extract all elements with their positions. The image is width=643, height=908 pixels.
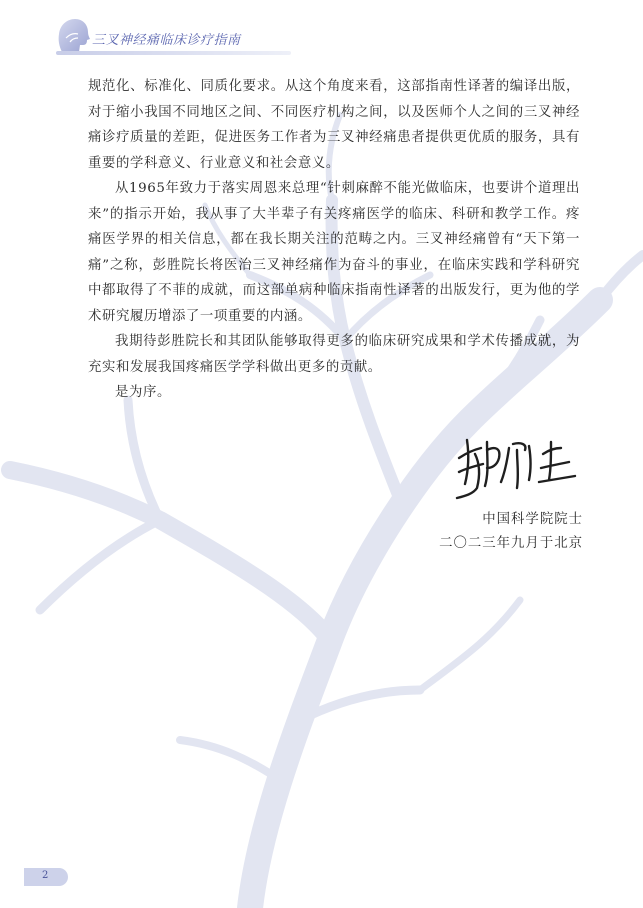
running-header [56,16,296,56]
preface-body [88,74,580,406]
signing-date-place: 二〇二三年九月于北京 [439,536,583,551]
paragraph-4: 是为序。 [115,385,171,400]
page-number: 2 [42,870,49,881]
paragraph-2: 从1965年致力于落实周恩来总理“针刺麻醉不能光做临床，也要讲个道理出来”的指示开始，我从事了大半辈子有关疼痛医学的临床、科研和教学工作。疼痛医学界的相关信息，都在我长期关注的范畴之内。三叉神经痛曾有“天下第一痛”之称，彭胜院长将医治三叉神经痛作为奋斗的事业，在临床实践和学科研究中都取得了不菲的成就，而这部单病种临床指南性译著的出版发行，更为他的学术研究履历增添了一项重要的内涵。 [88,181,580,324]
handwritten-signature [451,428,579,500]
paragraph-3: 我期待彭胜院长和其团队能够取得更多的临床研究成果和学术传播成就，为充实和发展我国疼痛医学学科做出更多的贡献。 [88,334,580,375]
signer-title: 中国科学院院士 [482,512,583,527]
header-underline [56,50,291,56]
paragraph-1: 规范化、标准化、同质化要求。从这个角度来看，这部指南性译著的编译出版，对于缩小我国不同地区之间、不同医疗机构之间，以及医师个人之间的三叉神经痛诊疗质量的差距，促进医务工作者为三叉神经痛患者提供更优质的服务，具有重要的学科意义、行业意义和社会意义。 [88,79,580,171]
running-header-title: 三叉神经痛临床诊疗指南 [92,33,241,48]
